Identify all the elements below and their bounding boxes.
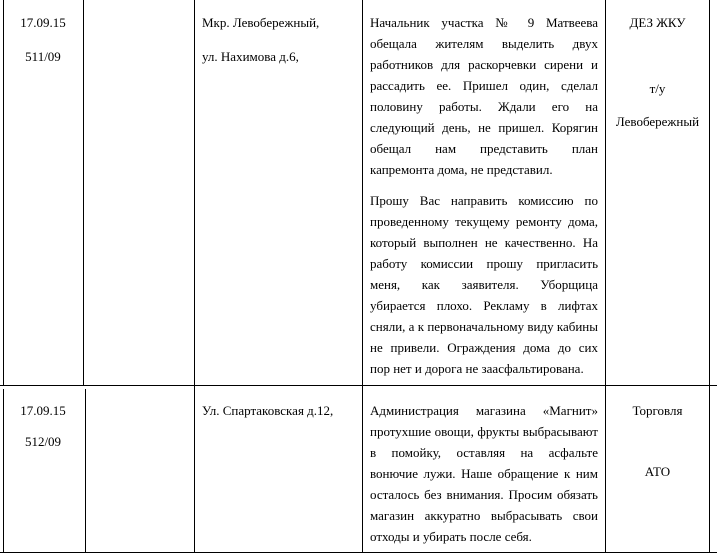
complaint-paragraph: Начальник участка № 9 Матвеева обещала жителям выделить двух работников для раскорчевки сирени и рассадить ее. Пришел один, сделал половину работы. Ждали его на следующий день, не пришел. Корягин обещал нам представить план капремонта дома, не представил. bbox=[370, 15, 598, 177]
complaint-text bbox=[370, 400, 598, 547]
column-divider-1-row2 bbox=[85, 389, 86, 553]
responsible-district: Левобережный bbox=[615, 114, 700, 129]
complaint-paragraph: Прошу Вас направить комиссию по проведенному текущему ремонту дома, который выполнен не качественно. На работу комиссии прошу пригласить меня, как заявителя. Уборщица убирается плохо. Рекламу в лифтах сняли, а к первоначальному виду кабины не привели. Ограждения дома до сих пор нет и дорога не заасфальтирована. bbox=[370, 193, 598, 376]
address-line-1: Мкр. Левобережный, bbox=[202, 15, 320, 30]
column-divider-1-row1 bbox=[83, 0, 84, 386]
column-divider-2 bbox=[194, 0, 195, 553]
row-number: 512/09 bbox=[24, 434, 62, 449]
complaint-text bbox=[370, 12, 598, 379]
responsible-unit: АТО bbox=[644, 464, 671, 479]
responsible-org: Торговля bbox=[632, 403, 683, 418]
complaint-paragraph: Администрация магазина «Магнит» протухшие овощи, фрукты выбрасывают в помойку, оставляя на асфальте вонючие лужи. Наше обращение к ним осталось без внимания. Просим обязать магазин аккуратно выбрасывать свои отходы и убирать после себя. bbox=[370, 403, 598, 544]
row-date: 17.09.15 bbox=[20, 403, 66, 418]
row-date: 17.09.15 bbox=[20, 15, 66, 30]
responsible-org: ДЕЗ ЖКУ bbox=[629, 15, 686, 30]
row-number: 511/09 bbox=[25, 49, 61, 64]
column-divider-3 bbox=[362, 0, 363, 553]
responsible-unit: т/у bbox=[649, 81, 666, 96]
table-border-right bbox=[709, 0, 710, 553]
address-line-2: ул. Нахимова д.6, bbox=[202, 49, 299, 64]
address-line-1: Ул. Спартаковская д.12, bbox=[202, 403, 334, 418]
row-separator bbox=[0, 385, 717, 386]
